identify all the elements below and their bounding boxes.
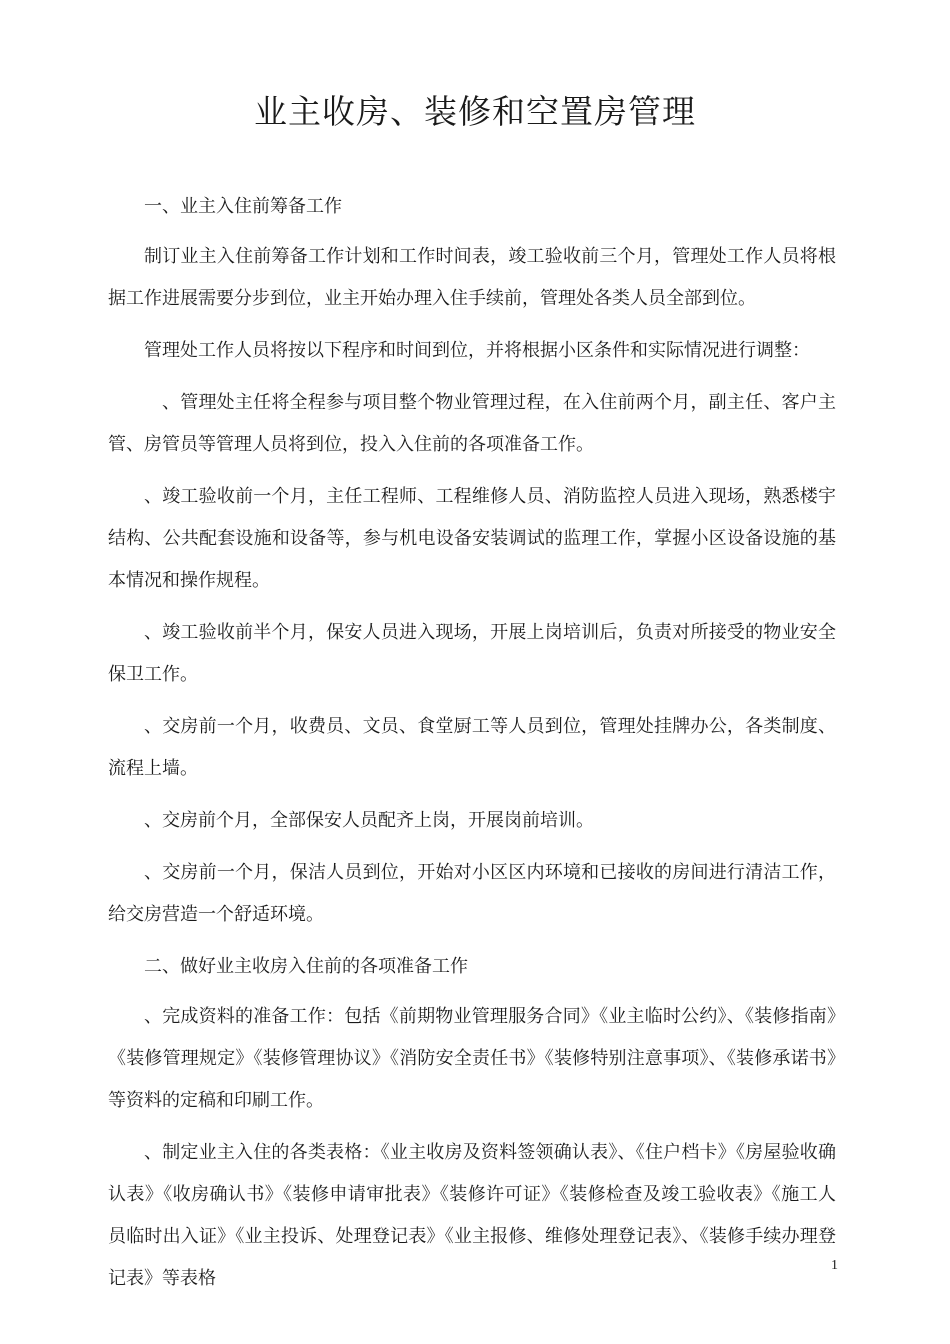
list-item: 、竣工验收前一个月，主任工程师、工程维修人员、消防监控人员进入现场，熟悉楼宇结构、公共配套设施和设备等，参与机电设备安装调试的监理工作，掌握小区设备设施的基本情况和操作规程。 [108, 486, 836, 591]
list-item: 、竣工验收前半个月，保安人员进入现场，开展上岗培训后，负责对所接受的物业安全保卫工作。 [108, 622, 836, 685]
section-heading-1: 一、业主入住前筹备工作 [144, 196, 342, 217]
page-number: 1 [831, 1258, 838, 1273]
list-item: 、制定业主入住的各类表格：《业主收房及资料签领确认表》、《住户档卡》《房屋验收确认表》《收房确认书》《装修申请审批表》《装修许可证》《装修检查及竣工验收表》《施工人员临时出入证》《业主投诉、处理登记表》《业主报修、维修处理登记表》、《装修手续办理登记表》等表格 [108, 1142, 836, 1289]
section-heading-2: 二、做好业主收房入住前的各项准备工作 [144, 956, 468, 977]
document-title: 业主收房、装修和空置房管理 [254, 92, 696, 131]
list-item: 、交房前一个月，收费员、文员、食堂厨工等人员到位，管理处挂牌办公，各类制度、流程上墙。 [108, 716, 836, 779]
document-body [108, 186, 836, 1310]
list-item: 、完成资料的准备工作：包括《前期物业管理服务合同》《业主临时公约》、《装修指南》《装修管理规定》《装修管理协议》《消防安全责任书》《装修特别注意事项》、《装修承诺书》等资料的定稿和印刷工作。 [108, 1006, 836, 1111]
list-item: 、交房前一个月，保洁人员到位，开始对小区区内环境和已接收的房间进行清洁工作，给交房营造一个舒适环境。 [108, 862, 836, 925]
list-item: 、管理处主任将全程参与项目整个物业管理过程，在入住前两个月，副主任、客户主管、房管员等管理人员将到位，投入入住前的各项准备工作。 [108, 392, 836, 455]
paragraph: 制订业主入住前筹备工作计划和工作时间表，竣工验收前三个月，管理处工作人员将根据工作进展需要分步到位，业主开始办理入住手续前，管理处各类人员全部到位。 [108, 246, 836, 309]
paragraph: 管理处工作人员将按以下程序和时间到位，并将根据小区条件和实际情况进行调整： [144, 340, 810, 361]
list-item: 、交房前个月，全部保安人员配齐上岗，开展岗前培训。 [144, 810, 594, 831]
